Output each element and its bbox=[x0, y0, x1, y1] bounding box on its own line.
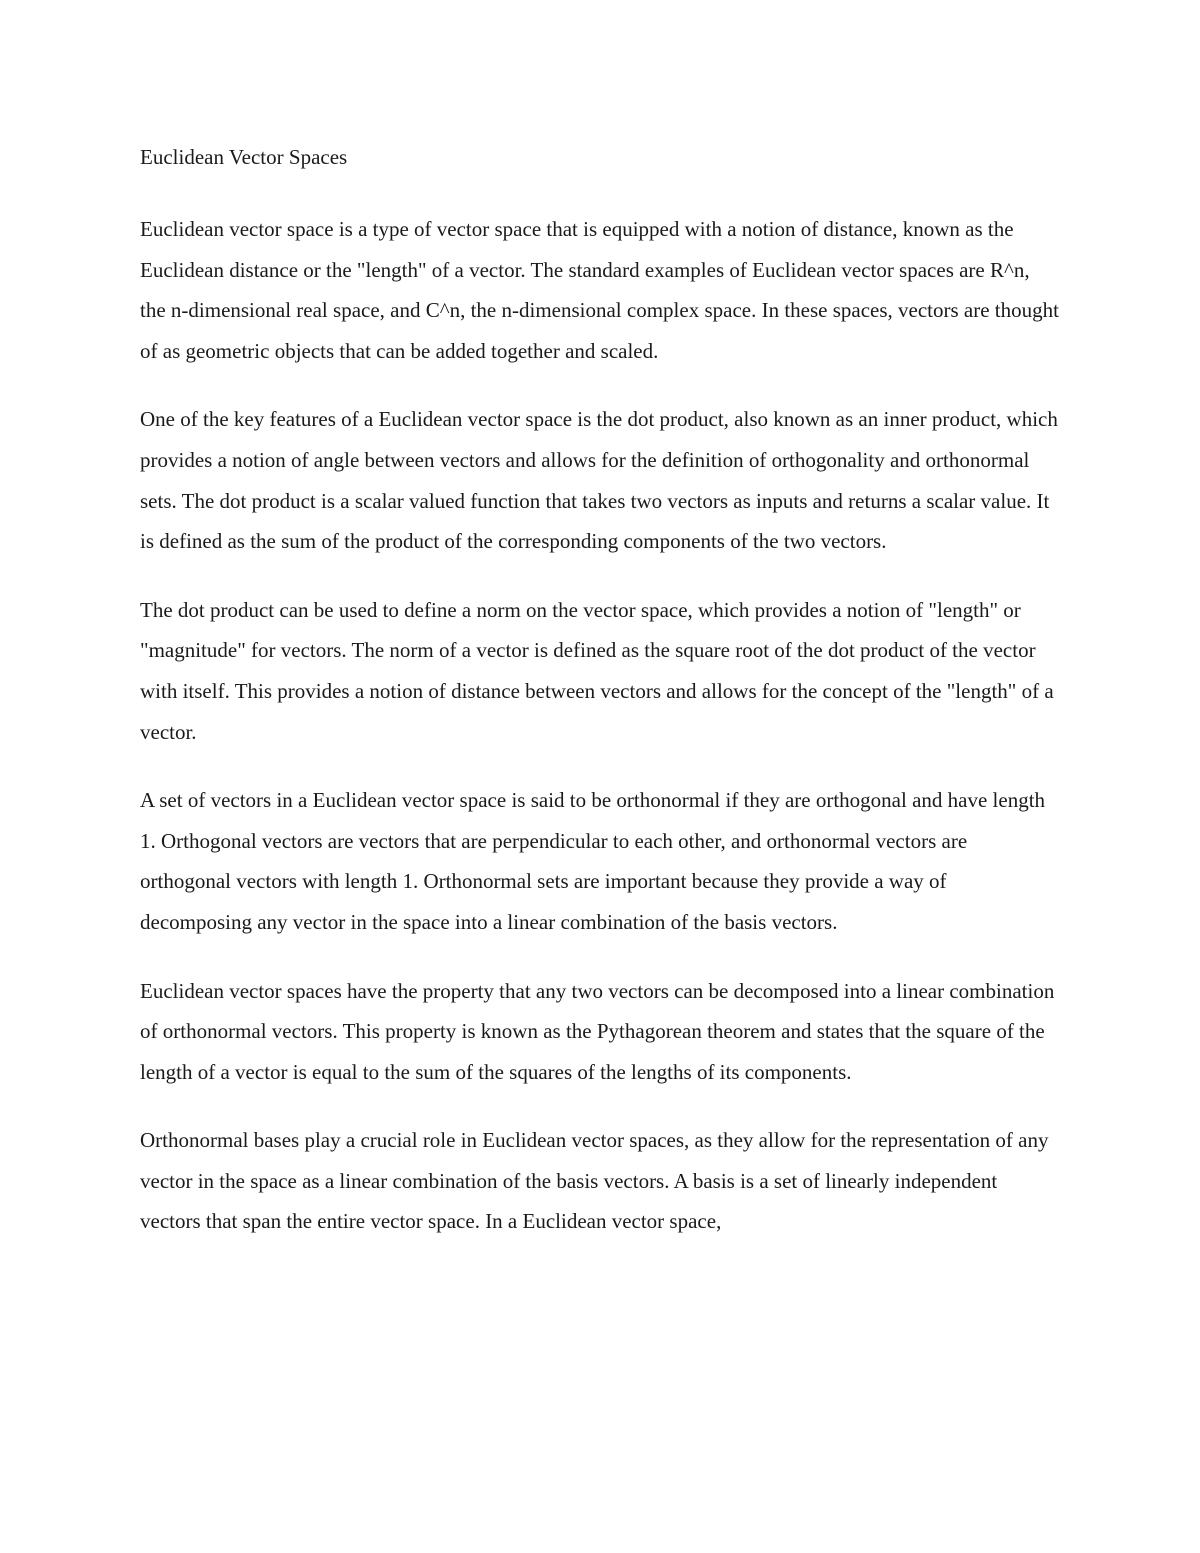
paragraph-3: The dot product can be used to define a norm on the vector space, which provides a notion of "length" or "magnitude" for vectors. The norm of a vector is defined as the square root of the dot product of the vector with itself. This provides a notion of distance between vectors and allows for the concept of the "length" of a vector. bbox=[140, 597, 1054, 744]
paragraph-5: Euclidean vector spaces have the property that any two vectors can be decomposed into a linear combination of orthonormal vectors. This property is known as the Pythagorean theorem and states that the square of the length of a vector is equal to the sum of the squares of the lengths of its components. bbox=[140, 978, 1055, 1084]
paragraph-6: Orthonormal bases play a crucial role in Euclidean vector spaces, as they allow for the representation of any vector in the space as a linear combination of the basis vectors. A basis is a set of linearly independent vectors that span the entire vector space. In a Euclidean vector space, bbox=[140, 1128, 1049, 1234]
document-title: Euclidean Vector Spaces bbox=[140, 145, 348, 169]
paragraph-2: One of the key features of a Euclidean vector space is the dot product, also known as an inner product, which provides a notion of angle between vectors and allows for the definition of orthogonality and orthonormal sets. The dot product is a scalar valued function that takes two vectors as inputs and returns a scalar value. It is defined as the sum of the product of the corresponding components of the two vectors. bbox=[140, 407, 1058, 554]
paragraph-1: Euclidean vector space is a type of vector space that is equipped with a notion of distance, known as the Euclidean distance or the "length" of a vector. The standard examples of Euclidean vector spaces are R^n, the n-dimensional real space, and C^n, the n-dimensional complex space. In these spaces, vectors are thought of as geometric objects that can be added together and scaled. bbox=[140, 217, 1059, 363]
document-body bbox=[140, 209, 1060, 1242]
paragraph-4: A set of vectors in a Euclidean vector space is said to be orthonormal if they are orthogonal and have length 1. Orthogonal vectors are vectors that are perpendicular to each other, and orthonormal vectors are orthogonal vectors with length 1. Orthonormal sets are important because they provide a way of decomposing any vector in the space into a linear combination of the basis vectors. bbox=[140, 788, 1046, 934]
